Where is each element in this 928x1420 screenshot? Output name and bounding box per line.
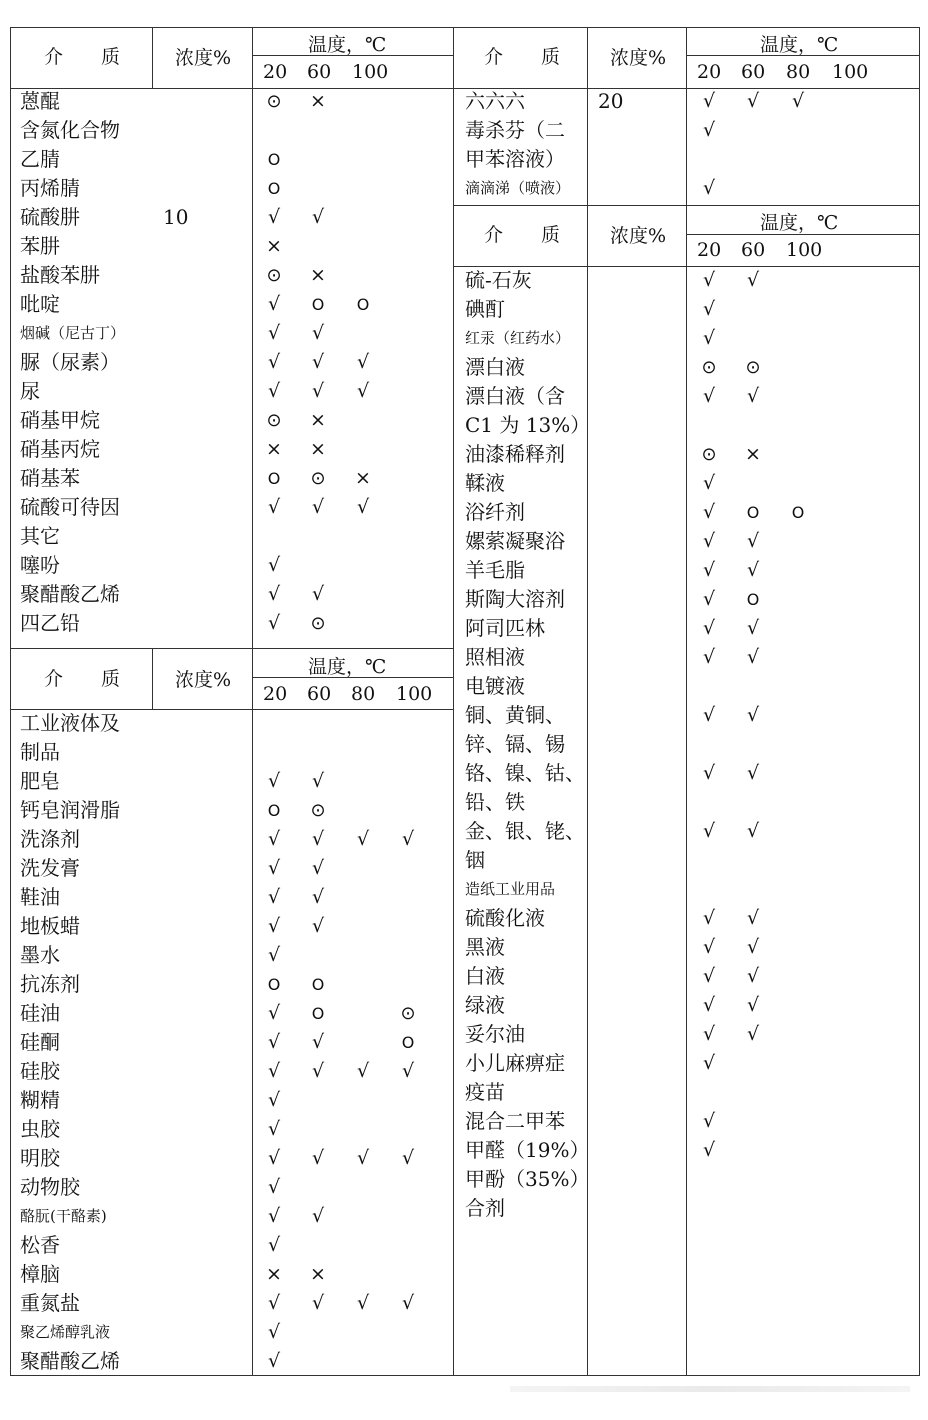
medium-name: 重氮盐 [20, 1291, 80, 1315]
temp-label-100: 100 [832, 61, 869, 83]
temp-label-80: 80 [351, 683, 376, 705]
compat-mark: √ [267, 293, 281, 315]
medium-name: 嫘萦凝聚浴 [465, 529, 565, 553]
compat-mark: √ [267, 1031, 281, 1053]
compat-mark: √ [267, 554, 281, 576]
compat-mark: √ [267, 1292, 281, 1314]
medium-name: 含氮化合物 [20, 118, 120, 142]
compat-mark: √ [702, 704, 716, 726]
medium-name: 墨水 [20, 943, 60, 967]
compat-mark: √ [702, 1139, 716, 1161]
compat-mark: × [310, 438, 326, 460]
medium-name: 聚乙烯醇乳液 [20, 1323, 111, 1341]
compat-mark: √ [356, 380, 370, 402]
compat-mark: √ [311, 496, 325, 518]
medium-name: 硫酸化液 [465, 906, 545, 930]
medium-name: 红汞（红药水） [465, 329, 571, 347]
medium-name: 聚醋酸乙烯 [20, 582, 120, 606]
compat-mark: ⊙ [310, 468, 326, 489]
compat-mark: √ [702, 907, 716, 929]
compat-mark: √ [267, 1234, 281, 1256]
medium-name: 甲酚（35%） [465, 1167, 590, 1191]
medium-name: 樟脑 [20, 1262, 60, 1286]
compat-mark: O [311, 975, 325, 994]
compat-mark: √ [267, 351, 281, 373]
medium-name: 地板蜡 [20, 914, 80, 938]
compat-mark: √ [267, 496, 281, 518]
compat-mark: √ [702, 646, 716, 668]
medium-name: 虫胶 [20, 1117, 60, 1141]
compat-mark: √ [702, 1110, 716, 1132]
medium-name: 松香 [20, 1233, 60, 1257]
compat-mark: √ [746, 704, 760, 726]
compat-mark: O [267, 179, 281, 198]
medium-header: 介 质 [484, 46, 561, 68]
medium-name: 动物胶 [20, 1175, 80, 1199]
compat-mark: O [267, 801, 281, 820]
compat-mark: ⊙ [266, 265, 282, 286]
compat-mark: O [267, 150, 281, 169]
medium-name: 尿 [20, 379, 40, 403]
temp-label-20: 20 [263, 683, 288, 705]
medium-name: 黑液 [465, 935, 505, 959]
compat-mark: √ [267, 206, 281, 228]
compat-mark: √ [401, 828, 415, 850]
compat-mark: √ [702, 501, 716, 523]
temp-label-60: 60 [741, 61, 766, 83]
compat-mark: O [746, 503, 760, 522]
medium-name: 丙烯腈 [20, 176, 80, 200]
compat-mark: √ [702, 936, 716, 958]
compat-mark: √ [356, 1060, 370, 1082]
medium-name: 鞋油 [20, 885, 60, 909]
compat-mark: √ [311, 322, 325, 344]
compat-mark: √ [311, 206, 325, 228]
temperature-header: 温度，℃ [308, 656, 387, 678]
compat-mark: √ [267, 583, 281, 605]
compat-mark: √ [401, 1292, 415, 1314]
medium-name: 硫酸可待因 [20, 495, 120, 519]
compat-mark: √ [746, 820, 760, 842]
medium-name: 明胶 [20, 1146, 60, 1170]
col-rule-center [453, 27, 454, 1376]
compat-mark: √ [702, 298, 716, 320]
medium-name: 硅酮 [20, 1030, 60, 1054]
medium-name: 硅胶 [20, 1059, 60, 1083]
compat-mark: √ [746, 530, 760, 552]
medium-name: 碘酊 [465, 297, 505, 321]
compat-mark: √ [267, 1205, 281, 1227]
compat-mark: √ [746, 617, 760, 639]
compat-mark: O [356, 295, 370, 314]
medium-name: 烟碱（尼古丁） [20, 324, 126, 342]
medium-header: 介 质 [44, 668, 121, 690]
medium-name: 洗发膏 [20, 856, 80, 880]
compat-mark: √ [702, 617, 716, 639]
temp-label-80: 80 [786, 61, 811, 83]
medium-name: 合剂 [465, 1196, 505, 1220]
temp-label-20: 20 [697, 239, 722, 261]
medium-name: 漂白液 [465, 355, 525, 379]
concentration-header: 浓度% [175, 47, 232, 69]
medium-name: 铟 [465, 848, 485, 872]
compat-mark: √ [401, 1060, 415, 1082]
compat-mark: √ [311, 1060, 325, 1082]
medium-name: 硫-石灰 [465, 268, 532, 292]
medium-name: 四乙铅 [20, 611, 80, 635]
medium-name: 制品 [20, 740, 60, 764]
medium-name: 阿司匹林 [465, 616, 545, 640]
compat-mark: × [310, 409, 326, 431]
medium-name: 肥皂 [20, 769, 60, 793]
compat-mark: √ [702, 559, 716, 581]
medium-name: 斯陶大溶剂 [465, 587, 565, 611]
concentration-value: 20 [598, 89, 624, 113]
medium-name: 铬、镍、钴、 [465, 761, 585, 785]
compat-mark: √ [311, 770, 325, 792]
header-bottom-rule-1 [10, 88, 453, 89]
compat-mark: √ [746, 994, 760, 1016]
compat-mark: ⊙ [310, 613, 326, 634]
medium-name: 噻吩 [20, 553, 60, 577]
temp-label-100: 100 [352, 61, 389, 83]
temp-label-60: 60 [741, 239, 766, 261]
concentration-value: 10 [163, 205, 189, 229]
medium-name: 硅油 [20, 1001, 60, 1025]
medium-name: 羊毛脂 [465, 558, 525, 582]
compat-mark: √ [267, 1060, 281, 1082]
temp-label-100: 100 [396, 683, 433, 705]
medium-name: 硝基丙烷 [20, 437, 100, 461]
compat-mark: √ [356, 496, 370, 518]
temp-label-100: 100 [786, 239, 823, 261]
compat-mark: × [355, 467, 371, 489]
compat-mark: O [267, 975, 281, 994]
medium-header: 介 质 [44, 46, 121, 68]
compat-mark: √ [267, 380, 281, 402]
compat-mark: √ [267, 1089, 281, 1111]
concentration-header: 浓度% [175, 669, 232, 691]
col-rule-conc-left [152, 27, 153, 89]
compat-mark: √ [702, 1023, 716, 1045]
medium-name: 滴滴涕（喷液） [465, 179, 571, 197]
medium-name: 浴纤剂 [465, 500, 525, 524]
compat-mark: √ [267, 612, 281, 634]
compat-mark: √ [267, 1002, 281, 1024]
compat-mark: ⊙ [310, 800, 326, 821]
medium-name: 鞣液 [465, 471, 505, 495]
compat-mark: √ [356, 1147, 370, 1169]
medium-name: 其它 [20, 524, 60, 548]
medium-header: 介 质 [484, 224, 561, 246]
compat-mark: √ [702, 965, 716, 987]
medium-name: 油漆稀释剂 [465, 442, 565, 466]
compat-mark: √ [311, 1031, 325, 1053]
col-rule-temp-right [686, 27, 687, 1376]
compat-mark: √ [267, 1118, 281, 1140]
medium-name: 硫酸肼 [20, 205, 80, 229]
compat-mark: × [266, 1263, 282, 1285]
medium-name: 铜、黄铜、 [465, 703, 565, 727]
compat-mark: O [267, 469, 281, 488]
compat-mark: √ [311, 583, 325, 605]
medium-name: 造纸工业用品 [465, 880, 556, 898]
compat-mark: √ [267, 770, 281, 792]
compat-mark: √ [702, 472, 716, 494]
compat-mark: ⊙ [701, 357, 717, 378]
compat-mark: √ [267, 857, 281, 879]
compat-mark: √ [311, 380, 325, 402]
temperature-header: 温度，℃ [760, 34, 839, 56]
compat-mark: √ [267, 1176, 281, 1198]
compat-mark: √ [311, 915, 325, 937]
compat-mark: √ [311, 1292, 325, 1314]
medium-name: 锌、镉、锡 [465, 732, 565, 756]
compat-mark: √ [746, 385, 760, 407]
compat-mark: ⊙ [266, 410, 282, 431]
compat-mark: × [310, 1263, 326, 1285]
medium-name: 漂白液（含 [465, 384, 565, 408]
medium-name: 糊精 [20, 1088, 60, 1112]
compat-mark: √ [311, 828, 325, 850]
compat-mark: ⊙ [745, 357, 761, 378]
medium-name: 妥尔油 [465, 1022, 525, 1046]
medium-name: 蒽醌 [20, 89, 60, 113]
compat-mark: √ [311, 1205, 325, 1227]
col-rule-conc-left-2 [152, 648, 153, 710]
concentration-header: 浓度% [610, 225, 667, 247]
compat-mark: √ [311, 857, 325, 879]
compat-mark: √ [356, 1292, 370, 1314]
medium-name: 六六六 [465, 89, 525, 113]
compat-mark: √ [746, 90, 760, 112]
medium-name: 电镀液 [465, 674, 525, 698]
compat-mark: √ [746, 907, 760, 929]
section-rule-4 [453, 205, 920, 206]
compat-mark: √ [702, 820, 716, 842]
medium-name: 金、银、铑、 [465, 819, 585, 843]
medium-name: 照相液 [465, 645, 525, 669]
compat-mark: √ [267, 1321, 281, 1343]
medium-name: 抗冻剂 [20, 972, 80, 996]
compat-mark: ⊙ [400, 1003, 416, 1024]
compat-mark: √ [746, 936, 760, 958]
medium-name: 钙皂润滑脂 [20, 798, 120, 822]
medium-name: 盐酸苯肼 [20, 263, 100, 287]
medium-name: 毒杀芬（二 [465, 118, 565, 142]
compat-mark: ⊙ [701, 444, 717, 465]
medium-name: 酪朊(干酪素) [20, 1207, 107, 1225]
compat-mark: √ [746, 646, 760, 668]
medium-name: 洗涤剂 [20, 827, 80, 851]
compat-mark: √ [702, 177, 716, 199]
medium-name: 硝基甲烷 [20, 408, 100, 432]
compat-mark: O [401, 1033, 415, 1052]
temp-label-20: 20 [697, 61, 722, 83]
medium-name: C1 为 13%） [465, 413, 591, 437]
compat-mark: √ [746, 965, 760, 987]
compat-mark: √ [746, 559, 760, 581]
medium-name: 铅、铁 [465, 790, 525, 814]
compat-mark: √ [267, 828, 281, 850]
compat-mark: √ [702, 327, 716, 349]
compat-mark: √ [702, 119, 716, 141]
compat-mark: × [310, 264, 326, 286]
medium-name: 聚醋酸乙烯 [20, 1349, 120, 1373]
compat-mark: × [266, 438, 282, 460]
compat-mark: √ [702, 385, 716, 407]
compat-mark: √ [311, 351, 325, 373]
compat-mark: √ [267, 944, 281, 966]
compat-mark: ⊙ [266, 91, 282, 112]
col-rule-temp-left [252, 27, 253, 1376]
medium-name: 甲醛（19%） [465, 1138, 590, 1162]
temp-label-20: 20 [263, 61, 288, 83]
compat-mark: √ [311, 1147, 325, 1169]
compat-mark: √ [791, 90, 805, 112]
medium-name: 绿液 [465, 993, 505, 1017]
medium-name: 苯肼 [20, 234, 60, 258]
compat-mark: O [791, 503, 805, 522]
compat-mark: √ [401, 1147, 415, 1169]
compat-mark: √ [702, 269, 716, 291]
compat-mark: O [311, 1004, 325, 1023]
medium-name: 硝基苯 [20, 466, 80, 490]
scan-shadow [510, 1386, 910, 1392]
medium-name: 疫苗 [465, 1080, 505, 1104]
compat-mark: √ [702, 530, 716, 552]
medium-name: 脲（尿素） [20, 350, 120, 374]
compat-mark: √ [267, 1350, 281, 1372]
temp-label-60: 60 [307, 61, 332, 83]
temperature-header: 温度，℃ [308, 34, 387, 56]
section-rule-2 [10, 648, 453, 649]
compat-mark: √ [311, 886, 325, 908]
medium-name: 工业液体及 [20, 711, 120, 735]
compat-mark: √ [746, 762, 760, 784]
concentration-header: 浓度% [610, 47, 667, 69]
temp-label-60: 60 [307, 683, 332, 705]
compat-mark: √ [746, 269, 760, 291]
medium-name: 甲苯溶液） [465, 147, 565, 171]
compat-mark: √ [356, 828, 370, 850]
compat-mark: √ [702, 762, 716, 784]
compat-mark: √ [702, 1052, 716, 1074]
compat-mark: × [266, 235, 282, 257]
medium-name: 混合二甲苯 [465, 1109, 565, 1133]
compat-mark: √ [267, 886, 281, 908]
compat-mark: √ [702, 90, 716, 112]
compat-mark: × [310, 90, 326, 112]
compat-mark: √ [267, 915, 281, 937]
medium-name: 乙腈 [20, 147, 60, 171]
medium-name: 小儿麻痹症 [465, 1051, 565, 1075]
compat-mark: √ [702, 994, 716, 1016]
compat-mark: √ [356, 351, 370, 373]
medium-name: 吡啶 [20, 292, 60, 316]
temperature-header: 温度，℃ [760, 212, 839, 234]
compat-mark: √ [702, 588, 716, 610]
compat-mark: √ [746, 1023, 760, 1045]
compat-mark: √ [267, 322, 281, 344]
compat-mark: √ [267, 1147, 281, 1169]
compat-mark: × [745, 443, 761, 465]
compat-mark: O [746, 590, 760, 609]
compat-mark: O [311, 295, 325, 314]
medium-name: 白液 [465, 964, 505, 988]
